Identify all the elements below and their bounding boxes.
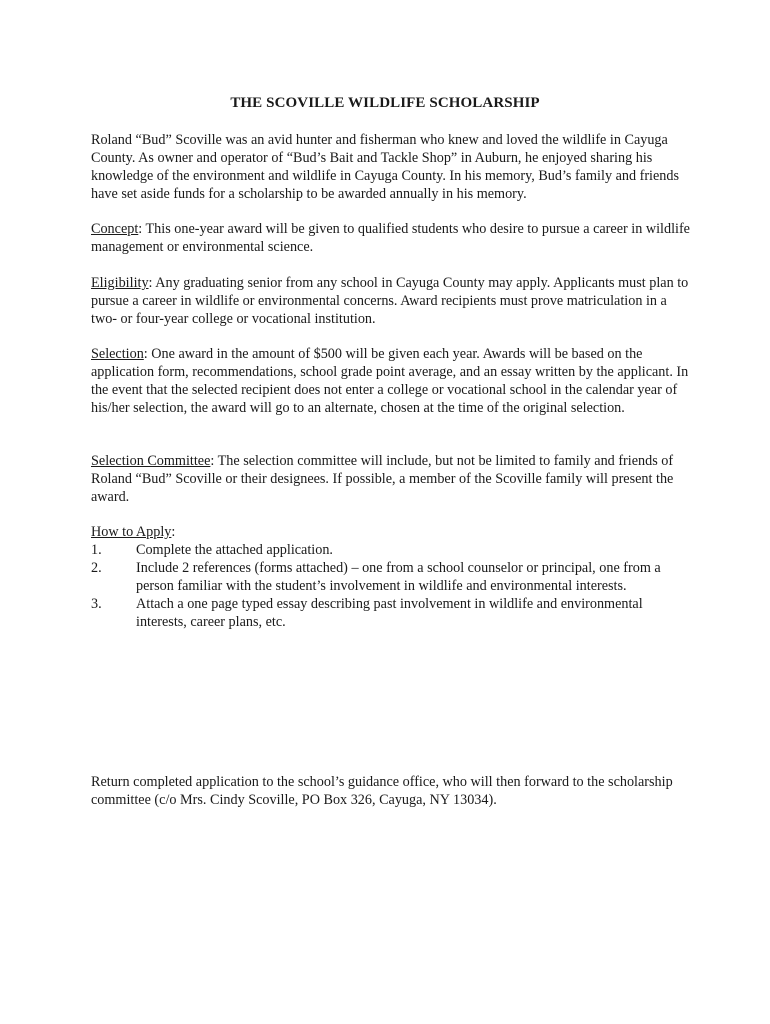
list-item [91, 559, 691, 595]
eligibility-text: : Any graduating senior from any school in Cayuga County may apply. Applicants must plan to pursue a career in wildlife or environmental concerns. Award recipients must prove matriculation in a two- or four-year college or vocational institution. [91, 275, 689, 327]
concept-text: : This one-year award will be given to qualified students who desire to pursue a career in wildlife management or environmental science. [91, 221, 690, 255]
how-to-apply-heading-line [91, 523, 691, 541]
list-item [91, 595, 691, 631]
committee-paragraph [91, 452, 691, 506]
list-item-text: Include 2 references (forms attached) – one from a school counselor or principal, one from a person familiar with the student’s involvement in wildlife and environmental interests. [136, 560, 661, 594]
committee-heading: Selection Committee [91, 453, 211, 469]
how-to-apply-heading: How to Apply [91, 524, 172, 540]
how-to-apply-colon: : [171, 524, 176, 540]
list-item-text: Complete the attached application. [136, 542, 333, 558]
list-item-number: 2. [91, 560, 102, 576]
intro-paragraph: Roland “Bud” Scoville was an avid hunter and fisherman who knew and loved the wildlife in Cayuga County. As owner and operator of “Bud’s Bait and Tackle Shop” in Auburn, he enjoyed sharing his knowledge of the environment and wildlife in Cayuga County. In his memory, Bud’s family and friends have set aside funds for a scholarship to be awarded annually in his memory. [91, 132, 680, 202]
list-item-number: 1. [91, 542, 102, 558]
how-to-apply-section [91, 523, 691, 631]
selection-paragraph [91, 345, 691, 417]
list-item [91, 541, 691, 559]
list-item-text: Attach a one page typed essay describing past involvement in wildlife and environmental interests, career plans, etc. [136, 596, 643, 630]
return-instructions: Return completed application to the school’s guidance office, who will then forward to the scholarship committee (c/o Mrs. Cindy Scoville, PO Box 326, Cayuga, NY 13034). [91, 774, 673, 808]
committee-text: : The selection committee will include, but not be limited to family and friends of Roland “Bud” Scoville or their designees. If possible, a member of the Scoville family will present the award. [91, 453, 674, 505]
eligibility-paragraph [91, 274, 691, 328]
document-title: THE SCOVILLE WILDLIFE SCHOLARSHIP [230, 95, 540, 111]
list-item-number: 3. [91, 596, 102, 612]
eligibility-heading: Eligibility [91, 275, 149, 291]
selection-text: : One award in the amount of $500 will be given each year. Awards will be based on the application form, recommendations, school grade point average, and an essay written by the applicant. In the event that the selected recipient does not enter a college or vocational school in the calendar year of his/her selection, the award will go to an alternate, chosen at the time of the original selection. [91, 346, 689, 416]
concept-paragraph [91, 220, 691, 256]
selection-heading: Selection [91, 346, 144, 362]
concept-heading: Concept [91, 221, 139, 237]
